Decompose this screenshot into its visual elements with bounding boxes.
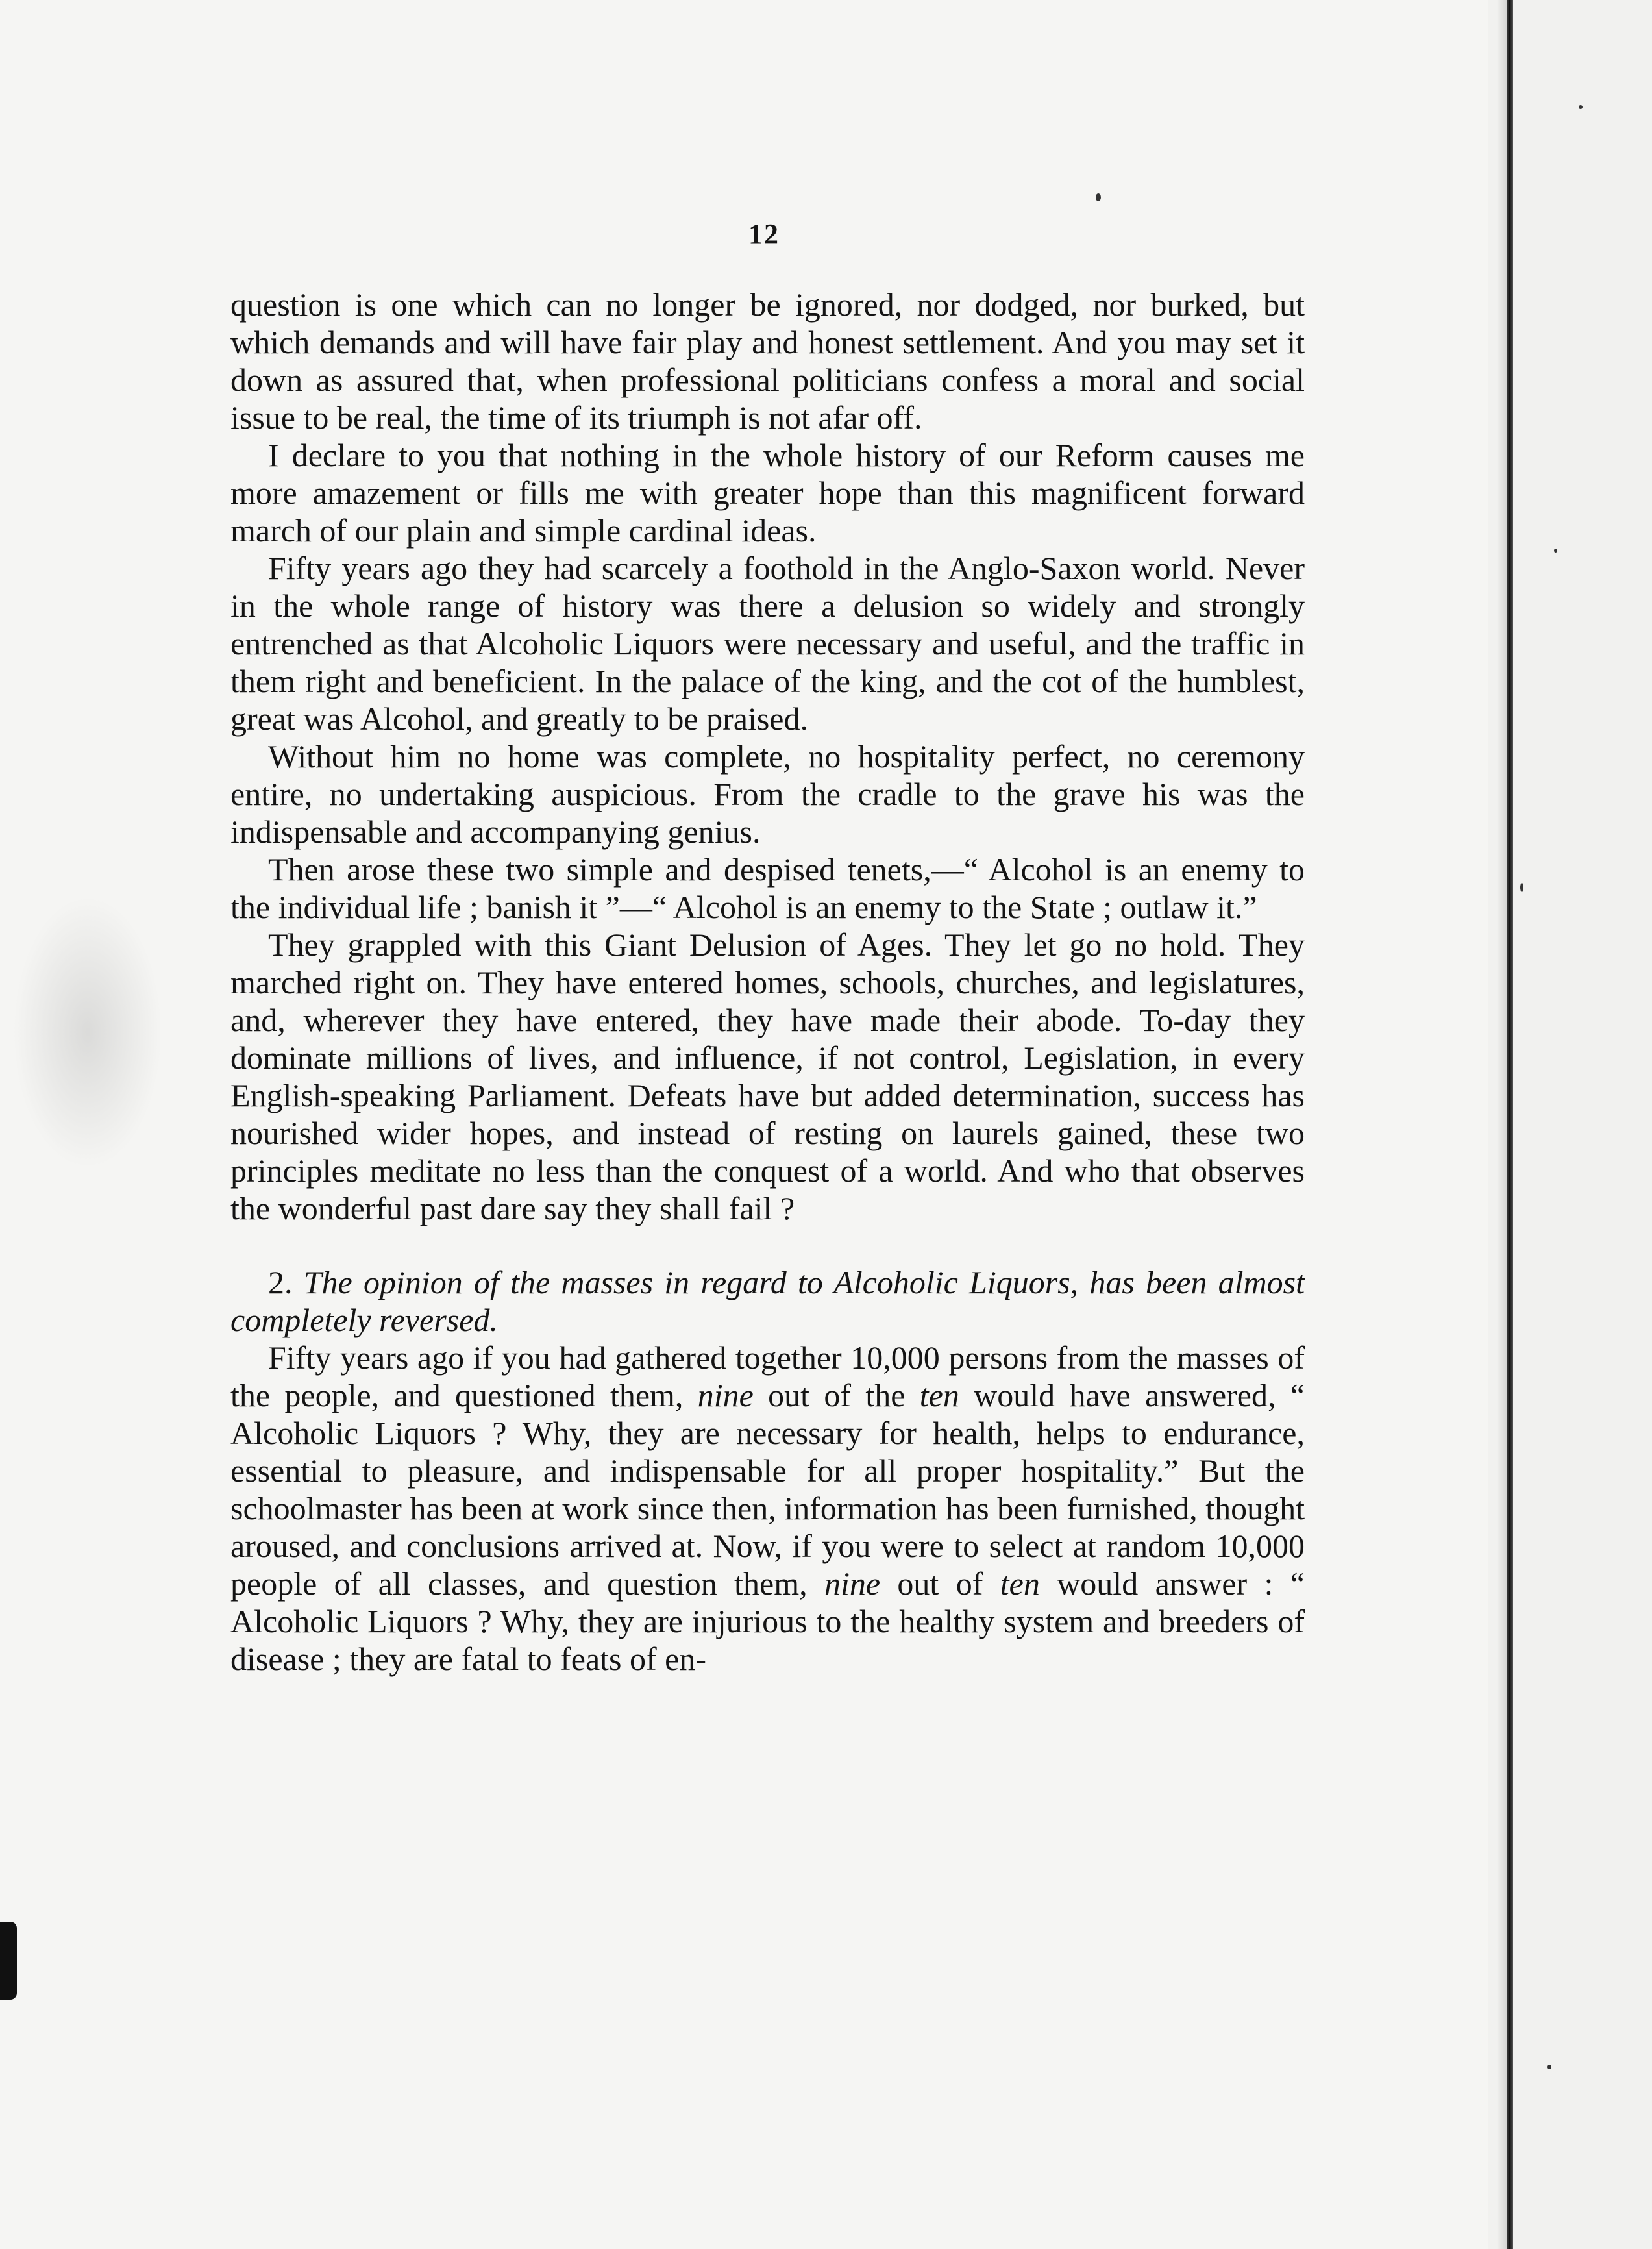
text-run: would answer : “ Alcoholic Liquors ? Why, they are injurious to the healthy system and breeders of disease ; they are fatal to feats of en-: [230, 1565, 1305, 1677]
ink-speck: [1547, 2065, 1551, 2069]
ink-speck: [1520, 883, 1523, 892]
paragraph: I declare to you that nothing in the whole history of our Reform causes me more amazement or fills me with greater hope than this magnificent forward march of our plain and simple cardinal ideas.: [230, 437, 1305, 549]
section-title: The opinion of the masses in regard to Alcoholic Liquors, has been almost completely reversed.: [230, 1264, 1305, 1338]
text-run: out of: [880, 1565, 1000, 1602]
text-run: Fifty years ago if you had gathered together 10,000 persons from the masses of the people, and questioned them,: [230, 1339, 1305, 1413]
text-run: out of the: [753, 1377, 920, 1413]
section-heading: [230, 1263, 1305, 1339]
ink-speck: [1554, 549, 1557, 553]
paragraph: Fifty years ago they had scarcely a foothold in the Anglo-Saxon world. Never in the whole range of history was there a delusion so widely and strongly entrenched as that Alcoholic Liquors were necessary and useful, and the traffic in them right and beneficient. In the palace of the king, and the cot of the humblest, great was Alcohol, and greatly to be praised.: [230, 550, 1305, 737]
italic-word: nine: [697, 1377, 754, 1413]
paragraph: question is one which can no longer be ignored, nor dodged, nor burked, but which demands and will have fair play and honest settlement. And you may set it down as assured that, when professional politicians confess a moral and social issue to be real, the time of its triumph is not afar off.: [230, 286, 1305, 436]
body-text: [230, 286, 1305, 1678]
italic-word: ten: [1000, 1565, 1040, 1602]
section-number: 2.: [268, 1264, 293, 1300]
text-run: would have answered, “ Alcoholic Liquors ? Why, they are necessary for health, helps to endurance, essential to pleasure, and indispensable for all proper hospitality.” But the schoolmaster has been at work since then, information has been furnished, thought aroused, and conclusions arrived at. Now, if you were to select at random 10,000 people of all classes, and question them,: [230, 1377, 1305, 1602]
paragraph: Then arose these two simple and despised tenets,—“ Alcohol is an enemy to the individual life ; banish it ”—“ Alcohol is an enemy to the State ; outlaw it.”: [230, 851, 1305, 925]
paragraph: They grappled with this Giant Delusion of Ages. They let go no hold. They marched right on. They have entered homes, schools, churches, and legislatures, and, wherever they have entered, they have made their abode. To-day they dominate millions of lives, and influence, if not control, Legislation, in every English-speaking Parliament. Defeats have but added determination, success has nourished wider hopes, and instead of resting on laurels gained, these two principles meditate no less than the conquest of a world. And who that observes the wonderful past dare say they shall fail ?: [230, 926, 1305, 1226]
binding-mark: [0, 1922, 17, 2000]
page-number: 12: [748, 218, 780, 250]
page-smudge: [13, 896, 162, 1169]
italic-word: ten: [919, 1377, 959, 1413]
ink-speck: [1579, 105, 1583, 109]
binding-fold-line: [1507, 0, 1513, 2249]
italic-word: nine: [824, 1565, 881, 1602]
binding-shadow: [1497, 0, 1507, 2249]
paragraph: Without him no home was complete, no hospitality perfect, no ceremony entire, no undertaking auspicious. From the cradle to the grave his was the indispensable and accompanying genius.: [230, 738, 1305, 850]
ink-speck: [1096, 193, 1101, 201]
paragraph: [230, 1339, 1305, 1678]
